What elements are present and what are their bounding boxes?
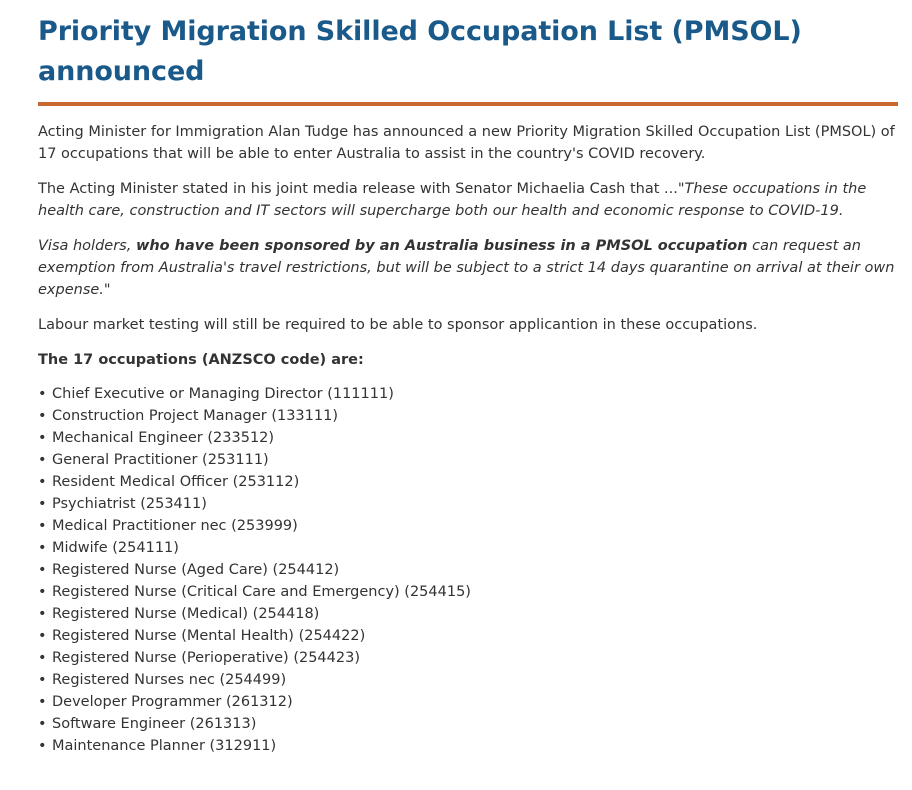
visa-holders-tail: can request an exemption from Australia's travel restrictions, but will be subject to a strict 14 days quarantine on arrival at their own expense." — [38, 238, 895, 298]
occupation-list-item — [38, 625, 898, 647]
occupation-list-item — [38, 471, 898, 493]
intro-paragraph: Acting Minister for Immigration Alan Tudge has announced a new Priority Migration Skilled Occupation List (PMSOL) of 17 occupations that will be able to enter Australia to assist in the country's COVID recovery. — [38, 124, 895, 162]
bullet-icon: • — [38, 628, 47, 644]
occupation-label: Registered Nurses nec (254499) — [52, 672, 287, 688]
occupation-list-item — [38, 493, 898, 515]
occupation-label: Registered Nurse (Medical) (254418) — [52, 606, 320, 622]
occupation-list-item — [38, 537, 898, 559]
occupation-label: Mechanical Engineer (233512) — [52, 430, 275, 446]
occupation-label: Psychiatrist (253411) — [52, 496, 207, 512]
bullet-icon: • — [38, 650, 47, 666]
occupation-label: General Practitioner (253111) — [52, 452, 269, 468]
visa-holders-emphasis: who have been sponsored by an Australia business in a PMSOL occupation — [135, 238, 748, 254]
bullet-icon: • — [38, 584, 47, 600]
occupation-list-item — [38, 669, 898, 691]
occupation-list-item — [38, 581, 898, 603]
occupation-list-item — [38, 449, 898, 471]
occupation-list-item — [38, 691, 898, 713]
bullet-icon: • — [38, 518, 47, 534]
media-release-quote: "These occupations in the health care, construction and IT sectors will supercharge both our health and economic response to COVID-19. — [38, 181, 867, 219]
occupation-list-item — [38, 713, 898, 735]
occupation-label: Construction Project Manager (133111) — [52, 408, 338, 424]
bullet-icon: • — [38, 408, 47, 424]
bullet-icon: • — [38, 672, 47, 688]
occupation-label: Registered Nurse (Perioperative) (254423) — [52, 650, 360, 666]
bullet-icon: • — [38, 738, 47, 754]
bullet-icon: • — [38, 716, 47, 732]
occupation-label: Registered Nurse (Critical Care and Emergency) (254415) — [52, 584, 471, 600]
visa-holders-paragraph — [38, 235, 898, 301]
bullet-icon: • — [38, 496, 47, 512]
occupation-label: Registered Nurse (Mental Health) (254422) — [52, 628, 366, 644]
occupation-label: Chief Executive or Managing Director (111111) — [52, 386, 394, 402]
bullet-icon: • — [38, 474, 47, 490]
bullet-icon: • — [38, 694, 47, 710]
occupation-label: Maintenance Planner (312911) — [52, 738, 277, 754]
occupation-list-item — [38, 647, 898, 669]
occupation-label: Midwife (254111) — [52, 540, 179, 556]
occupation-list-item — [38, 427, 898, 449]
occupation-label: Software Engineer (261313) — [52, 716, 257, 732]
occupation-list-item — [38, 735, 898, 757]
occupation-list-item — [38, 383, 898, 405]
bullet-icon: • — [38, 452, 47, 468]
occupation-list-item — [38, 559, 898, 581]
occupation-label: Resident Medical Officer (253112) — [52, 474, 300, 490]
occupations-list — [38, 383, 898, 757]
occupations-heading: The 17 occupations (ANZSCO code) are: — [38, 352, 364, 368]
bullet-icon: • — [38, 606, 47, 622]
occupation-label: Registered Nurse (Aged Care) (254412) — [52, 562, 340, 578]
occupation-list-item — [38, 405, 898, 427]
occupation-list-item — [38, 515, 898, 537]
media-release-lead: The Acting Minister stated in his joint media release with Senator Michaelia Cash that ... — [38, 181, 678, 197]
occupation-label: Medical Practitioner nec (253999) — [52, 518, 298, 534]
bullet-icon: • — [38, 430, 47, 446]
occupation-label: Developer Programmer (261312) — [52, 694, 293, 710]
bullet-icon: • — [38, 562, 47, 578]
bullet-icon: • — [38, 386, 47, 402]
media-release-paragraph — [38, 178, 898, 222]
labour-market-paragraph: Labour market testing will still be required to be able to sponsor applicantion in these occupations. — [38, 317, 758, 333]
bullet-icon: • — [38, 540, 47, 556]
visa-holders-lead: Visa holders, — [38, 238, 136, 254]
page-title: Priority Migration Skilled Occupation List (PMSOL) announced — [38, 16, 802, 87]
occupation-list-item — [38, 603, 898, 625]
title-divider — [38, 102, 898, 106]
